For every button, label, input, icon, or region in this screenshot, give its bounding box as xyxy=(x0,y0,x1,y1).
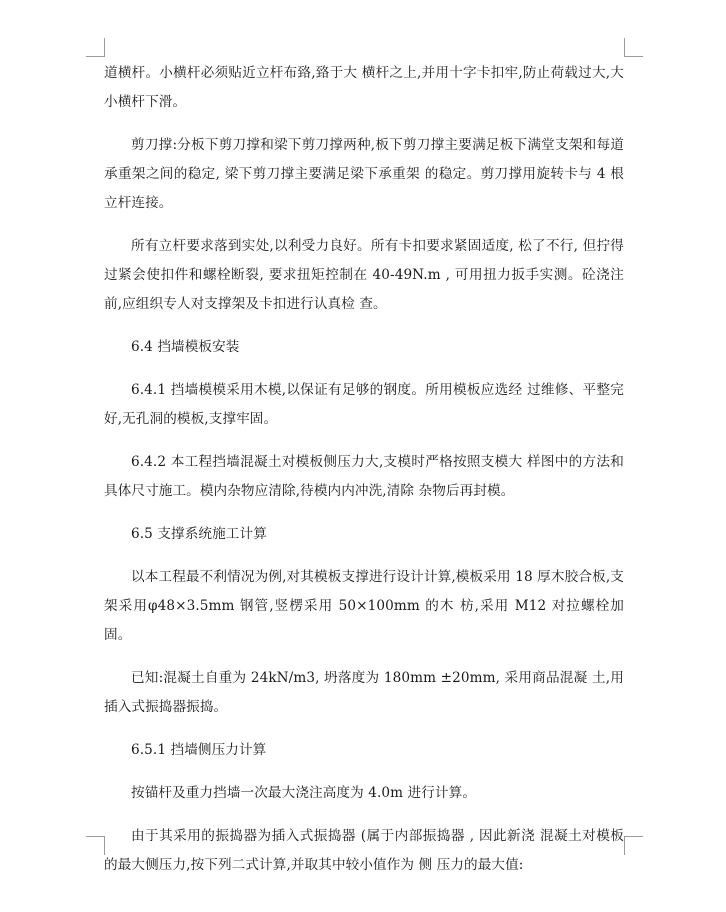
paragraph-upright-poles: 所有立杆要求落到实处,以利受力良好。所有卡扣要求紧固适度, 松了不行, 但拧得过紧会使扣件和螺栓断裂, 要求扭矩控制在 40-49N.m , 可用扭力扳手实测。砼浇注前,应组织专人对支撑架及卡扣进行认真检 查。 xyxy=(104,238,624,312)
paragraph-pour-height: 按锚杆及重力挡墙一次最大浇注高度为 4.0m 进行计算。 xyxy=(131,785,477,801)
section-heading-6-4: 6.4 挡墙模板安装 xyxy=(131,339,240,355)
paragraph-cross-bar: 道横杆。小横杆必须贴近立杆布臵,臵于大 横杆之上,并用十字卡扣牢,防止荷载过大,大小横杆下滑。 xyxy=(104,65,624,110)
paragraph-known-conditions: 已知:混凝土自重为 24kN/m3, 坍落度为 180mm ±20mm, 采用商品混凝 土,用插入式振捣器振捣。 xyxy=(104,670,624,715)
paragraph-6-4-2: 6.4.2 本工程挡墙混凝土对模板侧压力大,支模时严格按照支模大 样图中的方法和具体尺寸施工。模内杂物应清除,待模内内冲洗,清除 杂物后再封模。 xyxy=(104,454,624,499)
section-heading-6-5: 6.5 支撑系统施工计算 xyxy=(131,526,267,542)
crop-mark-top-left xyxy=(86,38,105,57)
section-heading-6-5-1: 6.5.1 挡墙侧压力计算 xyxy=(131,742,267,758)
crop-mark-top-right xyxy=(624,38,643,57)
paragraph-vibrator: 由于其采用的振捣器为插入式振捣器 (属于内部振捣器 , 因此新浇 混凝土对模板的最大侧压力,按下列二式计算,并取其中较小值作为 侧 压力的最大值: xyxy=(104,828,624,873)
crop-mark-bottom-right xyxy=(624,836,643,855)
crop-mark-bottom-left xyxy=(86,836,105,855)
paragraph-scissor-brace: 剪刀撑:分板下剪刀撑和梁下剪刀撑两种,板下剪刀撑主要满足板下满堂支架和每道承重架之间的稳定, 梁下剪刀撑主要满足梁下承重架 的稳定。剪刀撑用旋转卡与 4 根立杆连接。 xyxy=(104,137,624,211)
paragraph-worst-case: 以本工程最不利情况为例,对其模板支撑进行设计计算,模板采用 18 厚木胶合板,支架采用φ48×3.5mm 钢管,竖楞采用 50×100mm 的木 枋,采用 M12 对拉螺栓加固。 xyxy=(104,569,624,643)
document-body xyxy=(104,59,624,894)
paragraph-6-4-1: 6.4.1 挡墙模模采用木模,以保证有足够的钢度。所用模板应选经 过维修、平整完好,无孔洞的模板,支撑牢固。 xyxy=(104,382,624,427)
